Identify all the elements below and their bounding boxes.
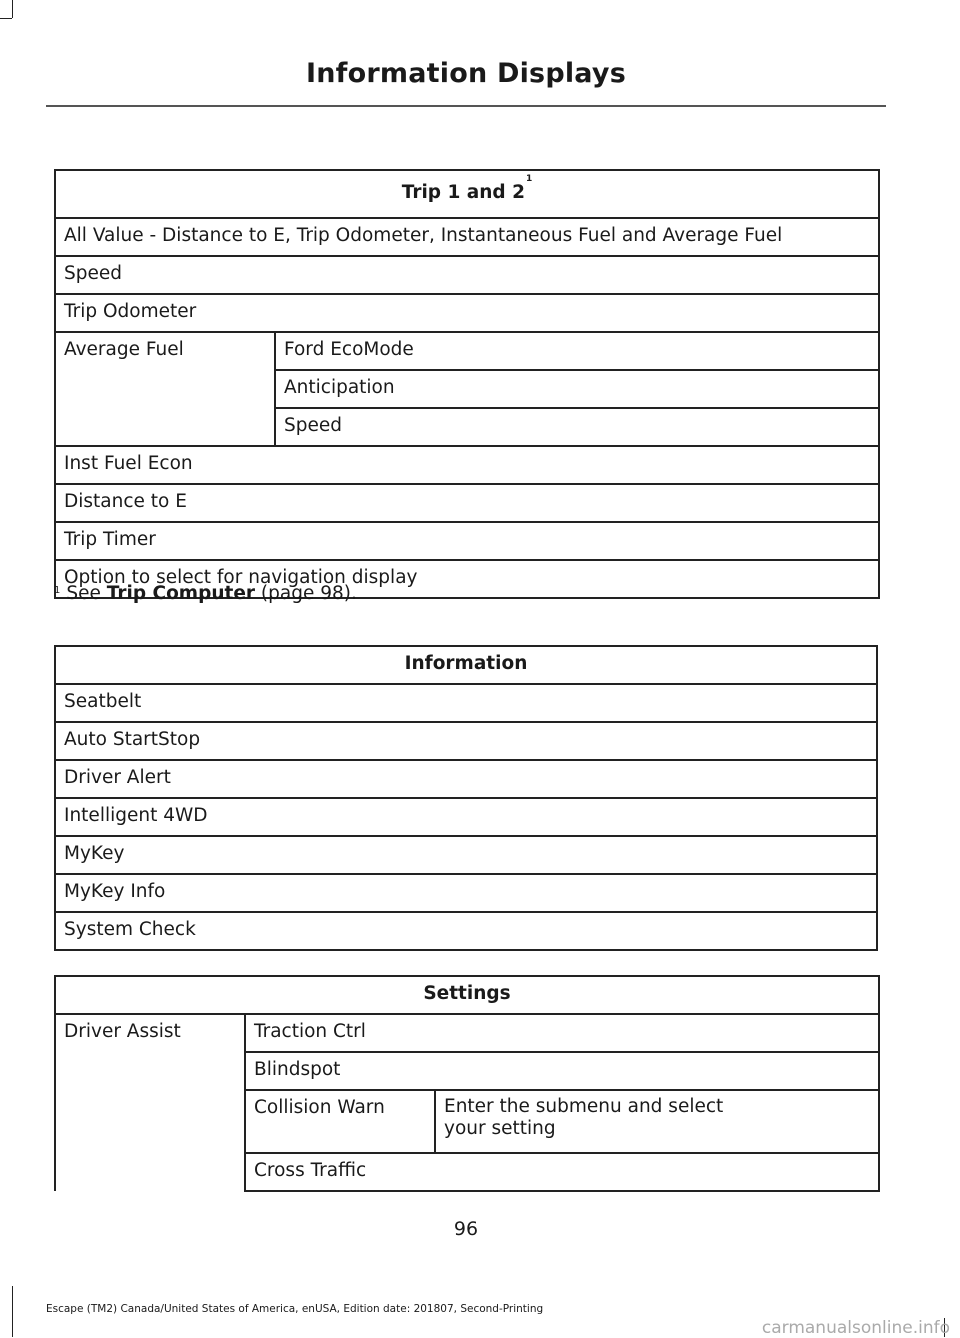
table-row: MyKey Info	[55, 874, 877, 912]
watermark: carmanualsonline.info	[761, 1318, 950, 1338]
page-number: 96	[453, 1218, 479, 1240]
table-row: Auto StartStop	[55, 722, 877, 760]
table-row: Speed	[55, 256, 879, 294]
trip-table-header: Trip 1 and $2^1$	[55, 170, 879, 218]
edition-line: Escape (TM2) Canada/United States of America, enUSA, Edition date: 201807, Second-Printing	[46, 1303, 544, 1315]
table-row: Trip Timer	[55, 522, 879, 560]
table-row: Blindspot	[245, 1052, 879, 1090]
table-row: Traction Ctrl	[245, 1014, 879, 1052]
crop-mark-top-left-v	[12, 0, 13, 18]
table-row: Inst Fuel Econ	[55, 446, 879, 484]
footnote-marker: 1	[526, 174, 533, 184]
title-divider	[46, 105, 886, 107]
settings-table-header: Settings	[55, 976, 879, 1014]
settings-table	[54, 975, 880, 1192]
table-row: Option to select for navigation display	[55, 560, 879, 598]
table-row: Driver Alert	[55, 760, 877, 798]
information-table-header: Information	[55, 646, 877, 684]
collision-warn-cell: Collision Warn	[245, 1090, 435, 1153]
collision-warn-desc: Enter the submenu and select your setting	[435, 1090, 879, 1153]
table-row: Distance to E	[55, 484, 879, 522]
table-row: MyKey	[55, 836, 877, 874]
average-fuel-cell: Average Fuel	[55, 332, 275, 446]
table-row: Anticipation	[275, 370, 879, 408]
table-row: Cross Traffic	[245, 1153, 879, 1191]
crop-mark-bottom-left-v	[12, 1286, 13, 1337]
cross-reference-link[interactable]: Trip Computer	[106, 583, 256, 604]
table-row: System Check	[55, 912, 877, 950]
driver-assist-cell: Driver Assist	[55, 1014, 245, 1191]
information-table	[54, 645, 878, 951]
footnote: $^1$ See Trip Computer (page 98).	[54, 583, 357, 604]
table-row: All Value - Distance to E, Trip Odometer, Instantaneous Fuel and Average Fuel	[55, 218, 879, 256]
table-row: Trip Odometer	[55, 294, 879, 332]
crop-mark-top-left-h	[0, 18, 12, 19]
trip-table	[54, 169, 880, 599]
table-row: Ford EcoMode	[275, 332, 879, 370]
table-row: Speed	[275, 408, 879, 446]
table-row: Seatbelt	[55, 684, 877, 722]
page-title: Information Displays	[306, 58, 626, 89]
table-row: Intelligent 4WD	[55, 798, 877, 836]
